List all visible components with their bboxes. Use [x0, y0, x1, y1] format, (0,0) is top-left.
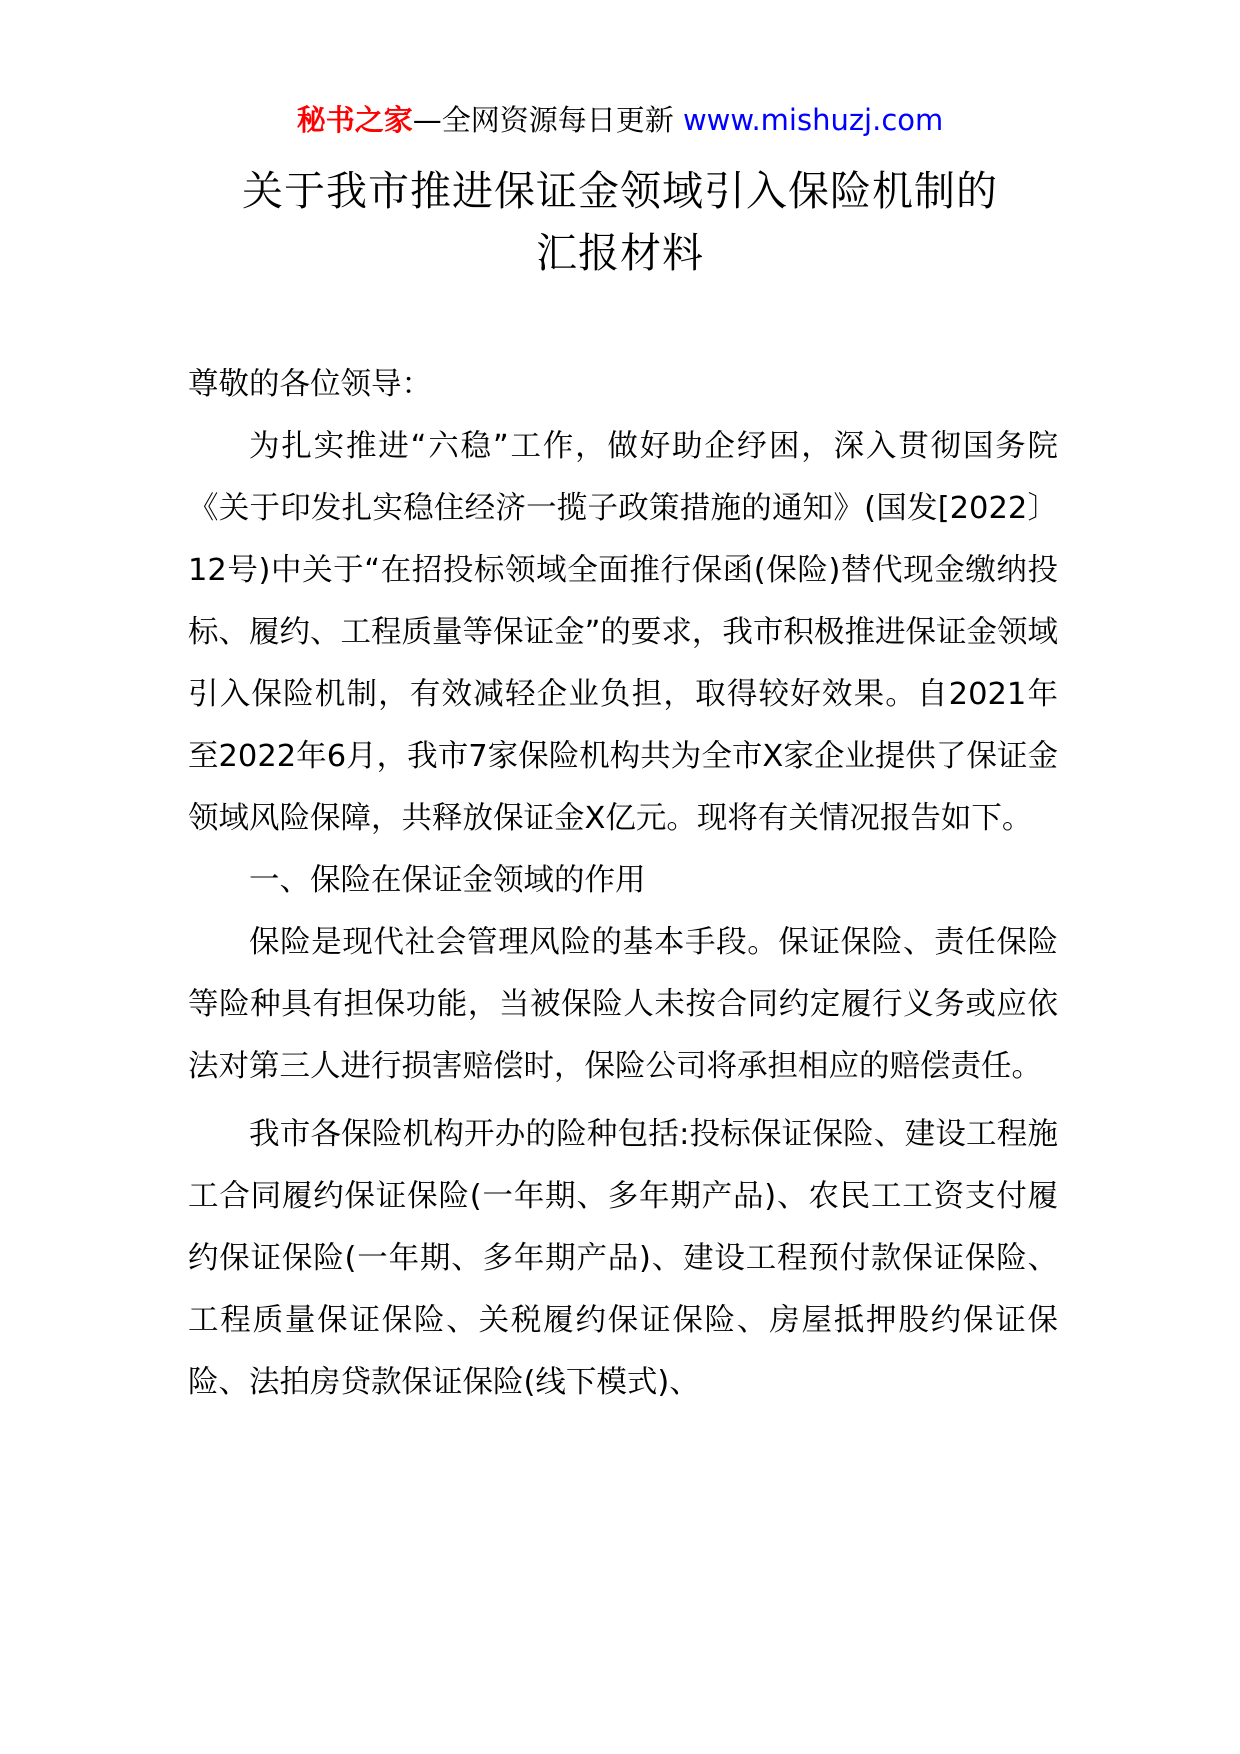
document-body — [188, 354, 1058, 1414]
site-banner — [0, 100, 1240, 140]
salutation: 尊敬的各位领导： — [188, 367, 432, 402]
site-url-link[interactable]: www.mishuzj.com — [682, 103, 944, 137]
paragraph-insurance-types: 我市各保险机构开办的险种包括:投标保证保险、建设工程施工合同履约保证保险(一年期、多年期产品)、农民工工资支付履约保证保险(一年期、多年期产品)、建设工程预付款保证保险、工程质量保证保险、关税履约保证保险、房屋抵押股约保证保险、法拍房贷款保证保险(线下模式)、 — [188, 1117, 1058, 1400]
paragraph-insurance-role: 保险是现代社会管理风险的基本手段。保证保险、责任保险等险种具有担保功能，当被保险人未按合同约定履行义务或应依法对第三人进行损害赔偿时，保险公司将承担相应的赔偿责任。 — [188, 925, 1058, 1084]
section-heading-1: 一、保险在保证金领域的作用 — [249, 863, 646, 898]
document-title — [0, 160, 1240, 284]
brand-name: 秘书之家 — [296, 103, 413, 137]
paragraph-intro: 为扎实推进“六稳”工作，做好助企纾困，深入贯彻国务院《关于印发扎实稳住经济一揽子政策措施的通知》(国发[2022〕12号)中关于“在招投标领域全面推行保函(保险)替代现金缴纳投标、履约、工程质量等保证金”的要求，我市积极推进保证金领域引入保险机制，有效减轻企业负担，取得较好效果。自2021年至2022年6月，我市7家保险机构共为全市X家企业提供了保证金领域风险保障，共释放保证金X亿元。现将有关情况报告如下。 — [188, 429, 1058, 836]
title-line-2: 汇报材料 — [536, 229, 704, 277]
title-line-1: 关于我市推进保证金领域引入保险机制的 — [242, 167, 998, 215]
brand-tagline: —全网资源每日更新 — [412, 103, 674, 137]
